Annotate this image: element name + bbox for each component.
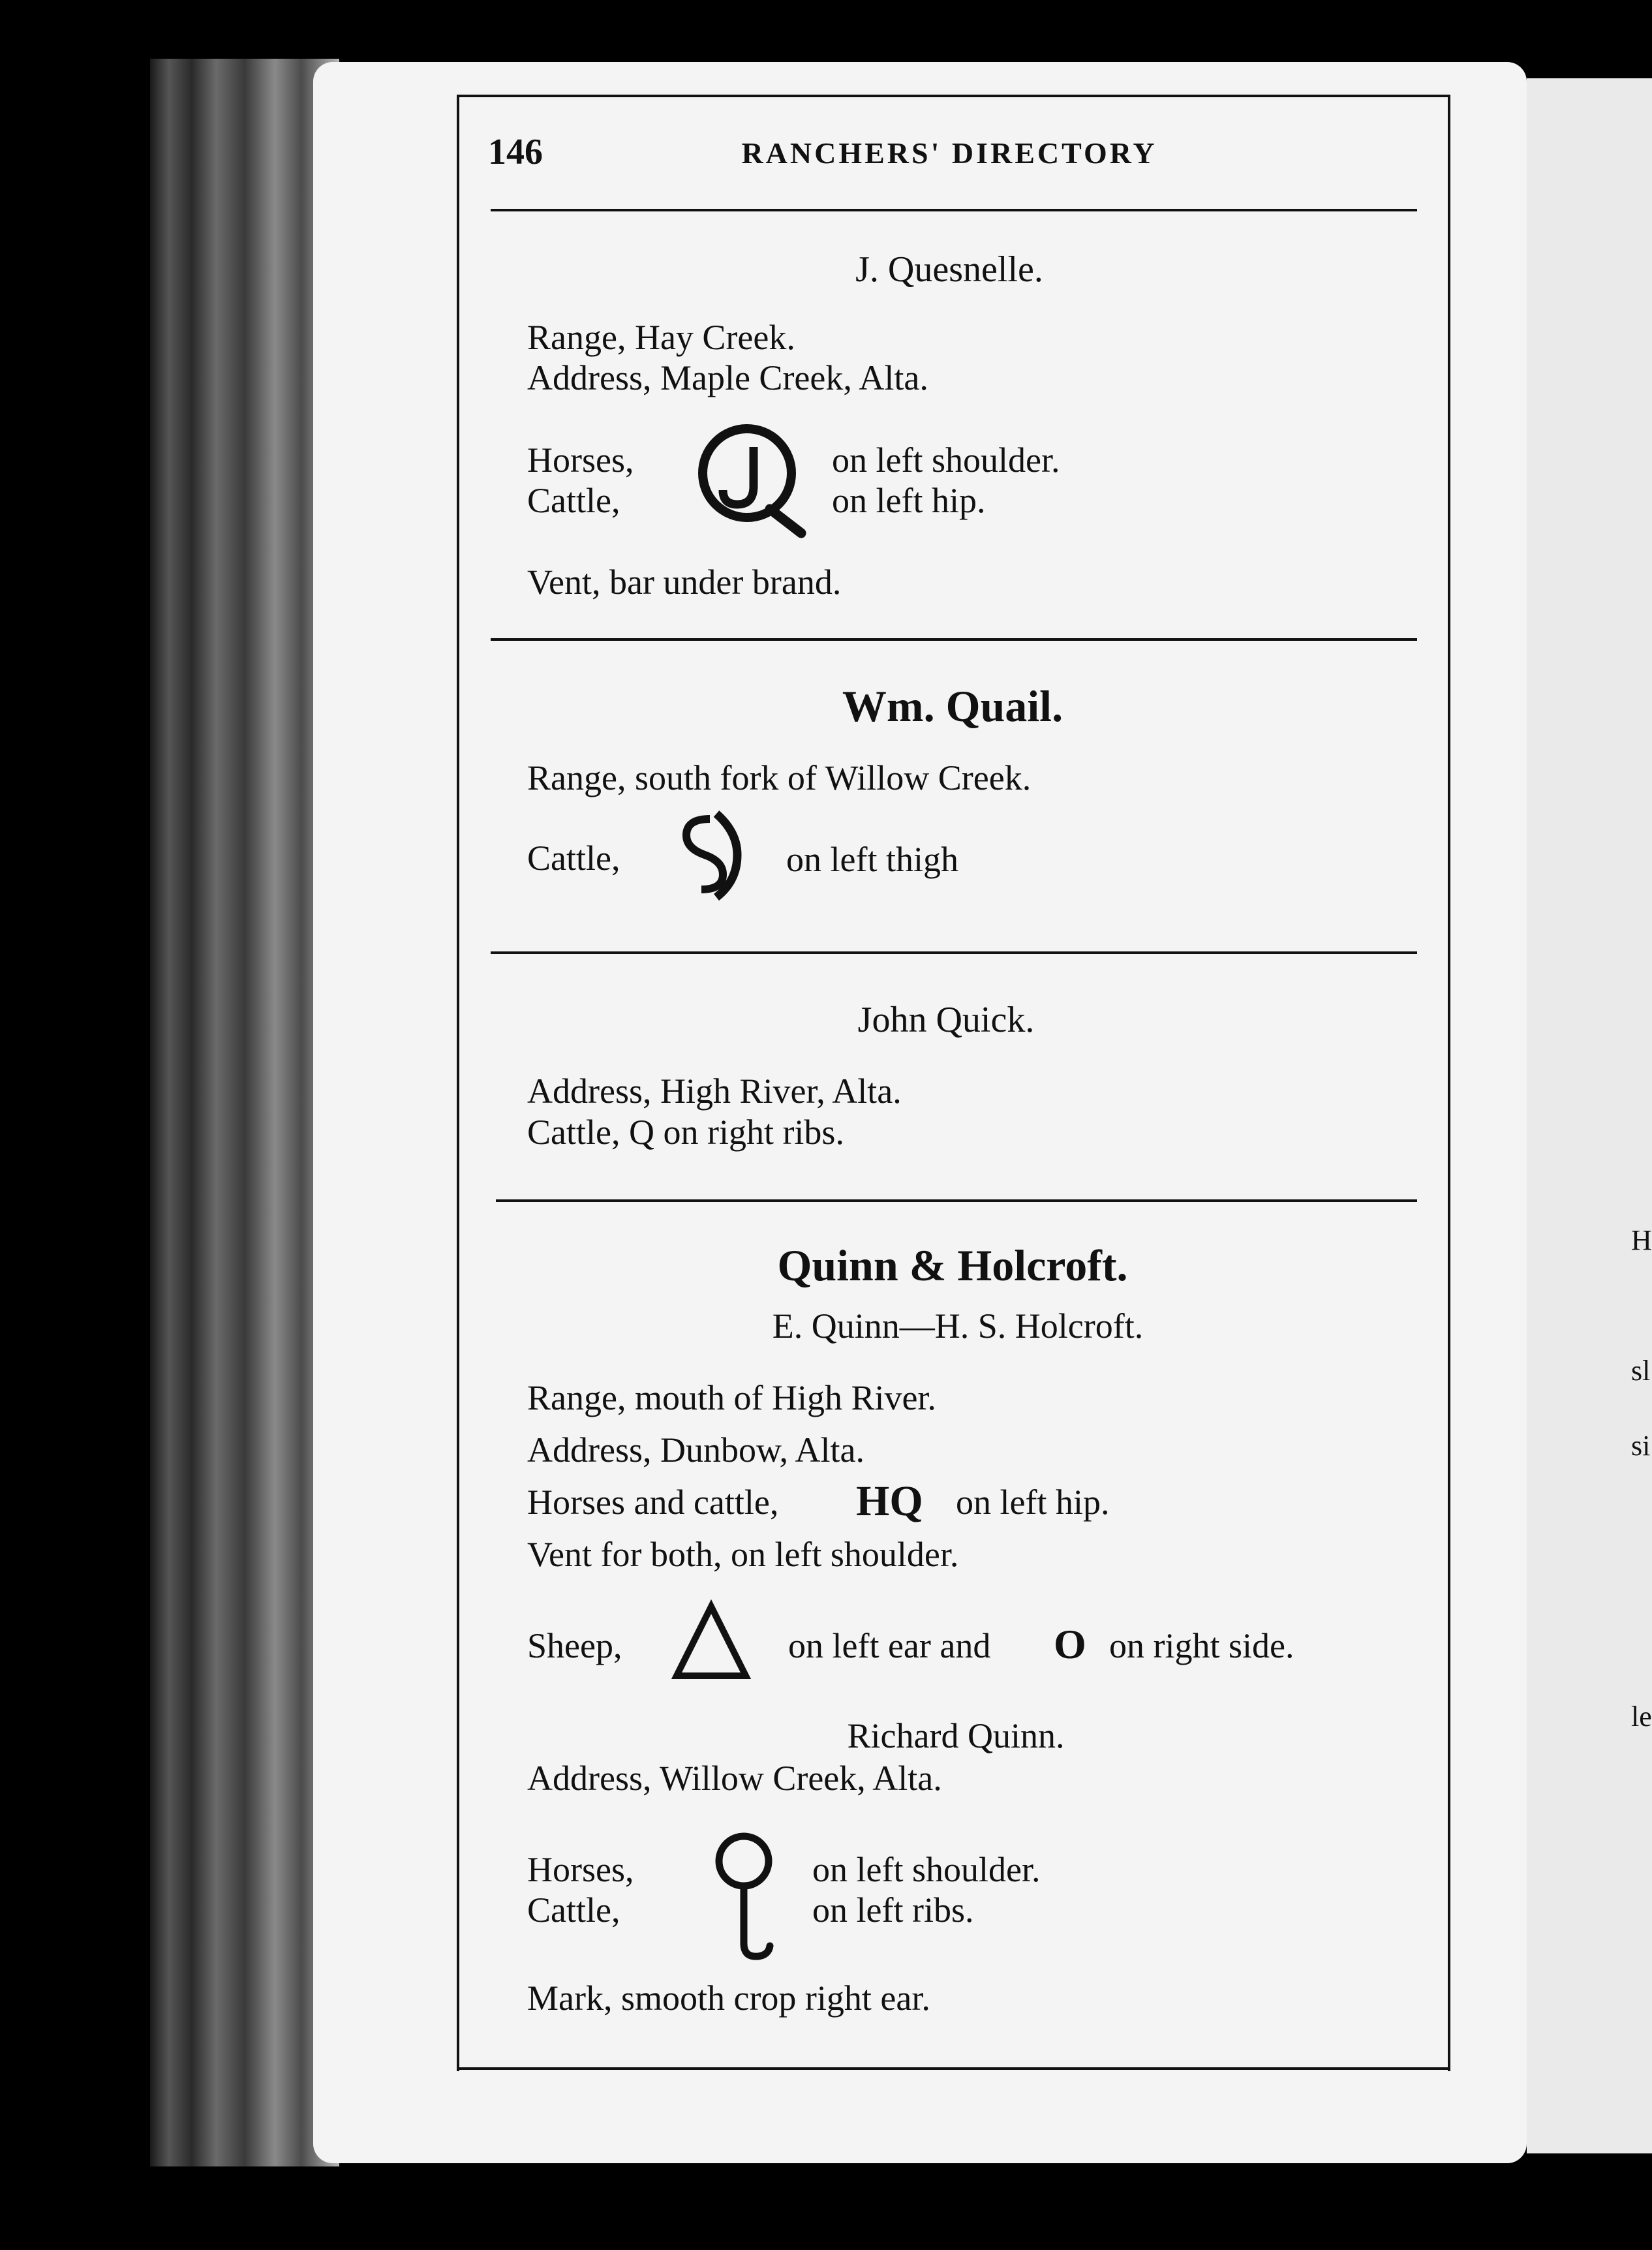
header-rule: [491, 209, 1417, 211]
brand-location: on right side.: [1109, 1626, 1294, 1665]
brand-location: on left shoulder.: [832, 440, 1060, 480]
entry-partners: E. Quinn—H. S. Holcroft.: [772, 1306, 1144, 1346]
brand-label: Cattle,: [527, 839, 620, 878]
entry-divider: [496, 1199, 1417, 1202]
vent-note: Vent, bar under brand.: [527, 562, 842, 602]
triangle-brand-icon: [669, 1599, 754, 1684]
entry-line: Address, Willow Creek, Alta.: [527, 1759, 942, 1798]
hook-brand-icon: [705, 1827, 783, 1967]
brand-location: on left ear and: [788, 1626, 991, 1665]
entry-line: Address, High River, Alta.: [527, 1071, 902, 1111]
brand-location: on left shoulder.: [812, 1850, 1041, 1889]
facing-page-fragment: sl: [1631, 1355, 1651, 1387]
entry-line: Cattle, Q on right ribs.: [527, 1113, 844, 1152]
mark-note: Mark, smooth crop right ear.: [527, 1979, 930, 2018]
entry-name: Quinn & Holcroft.: [777, 1241, 1128, 1290]
brand-label: Horses,: [527, 440, 634, 480]
brand-location: on left hip.: [832, 481, 986, 520]
entry-divider: [491, 638, 1417, 641]
hq-brand: HQ: [856, 1477, 923, 1525]
entry-name: Wm. Quail.: [842, 681, 1063, 731]
s-in-bracket-brand-icon: [672, 806, 744, 904]
page-title: RANCHERS' DIRECTORY: [741, 136, 1157, 170]
entry-line: Address, Dunbow, Alta.: [527, 1430, 864, 1470]
brand-location: on left hip.: [956, 1483, 1110, 1522]
entry-line: Range, south fork of Willow Creek.: [527, 758, 1032, 797]
facing-page: [1527, 78, 1652, 2153]
entry-line: Range, mouth of High River.: [527, 1378, 936, 1417]
facing-page-fragment: le: [1631, 1701, 1652, 1733]
entry-name: J. Quesnelle.: [855, 249, 1043, 290]
q-with-j-brand-icon: [692, 421, 812, 538]
o-brand: O: [1054, 1621, 1086, 1667]
vent-note: Vent for both, on left shoulder.: [527, 1535, 959, 1574]
entry-divider: [491, 951, 1417, 954]
brand-label: Cattle,: [527, 1890, 620, 1930]
brand-label: Cattle,: [527, 481, 620, 520]
book-spine: [150, 59, 339, 2166]
entry-name: John Quick.: [857, 1000, 1035, 1040]
facing-page-fragment: H: [1631, 1224, 1652, 1256]
facing-page-fragment: si: [1631, 1430, 1651, 1462]
brand-location: on left thigh: [786, 840, 958, 879]
frame-bottom-rule: [457, 2067, 1448, 2070]
entry-line: Address, Maple Creek, Alta.: [527, 358, 928, 397]
page-number: 146: [488, 132, 543, 172]
brand-label: Horses,: [527, 1850, 634, 1889]
brand-location: on left ribs.: [812, 1890, 974, 1930]
entry-name: Richard Quinn.: [847, 1716, 1065, 1755]
entry-line: Range, Hay Creek.: [527, 318, 795, 357]
horses-cattle-label: Horses and cattle,: [527, 1483, 779, 1522]
brand-label: Sheep,: [527, 1626, 622, 1665]
